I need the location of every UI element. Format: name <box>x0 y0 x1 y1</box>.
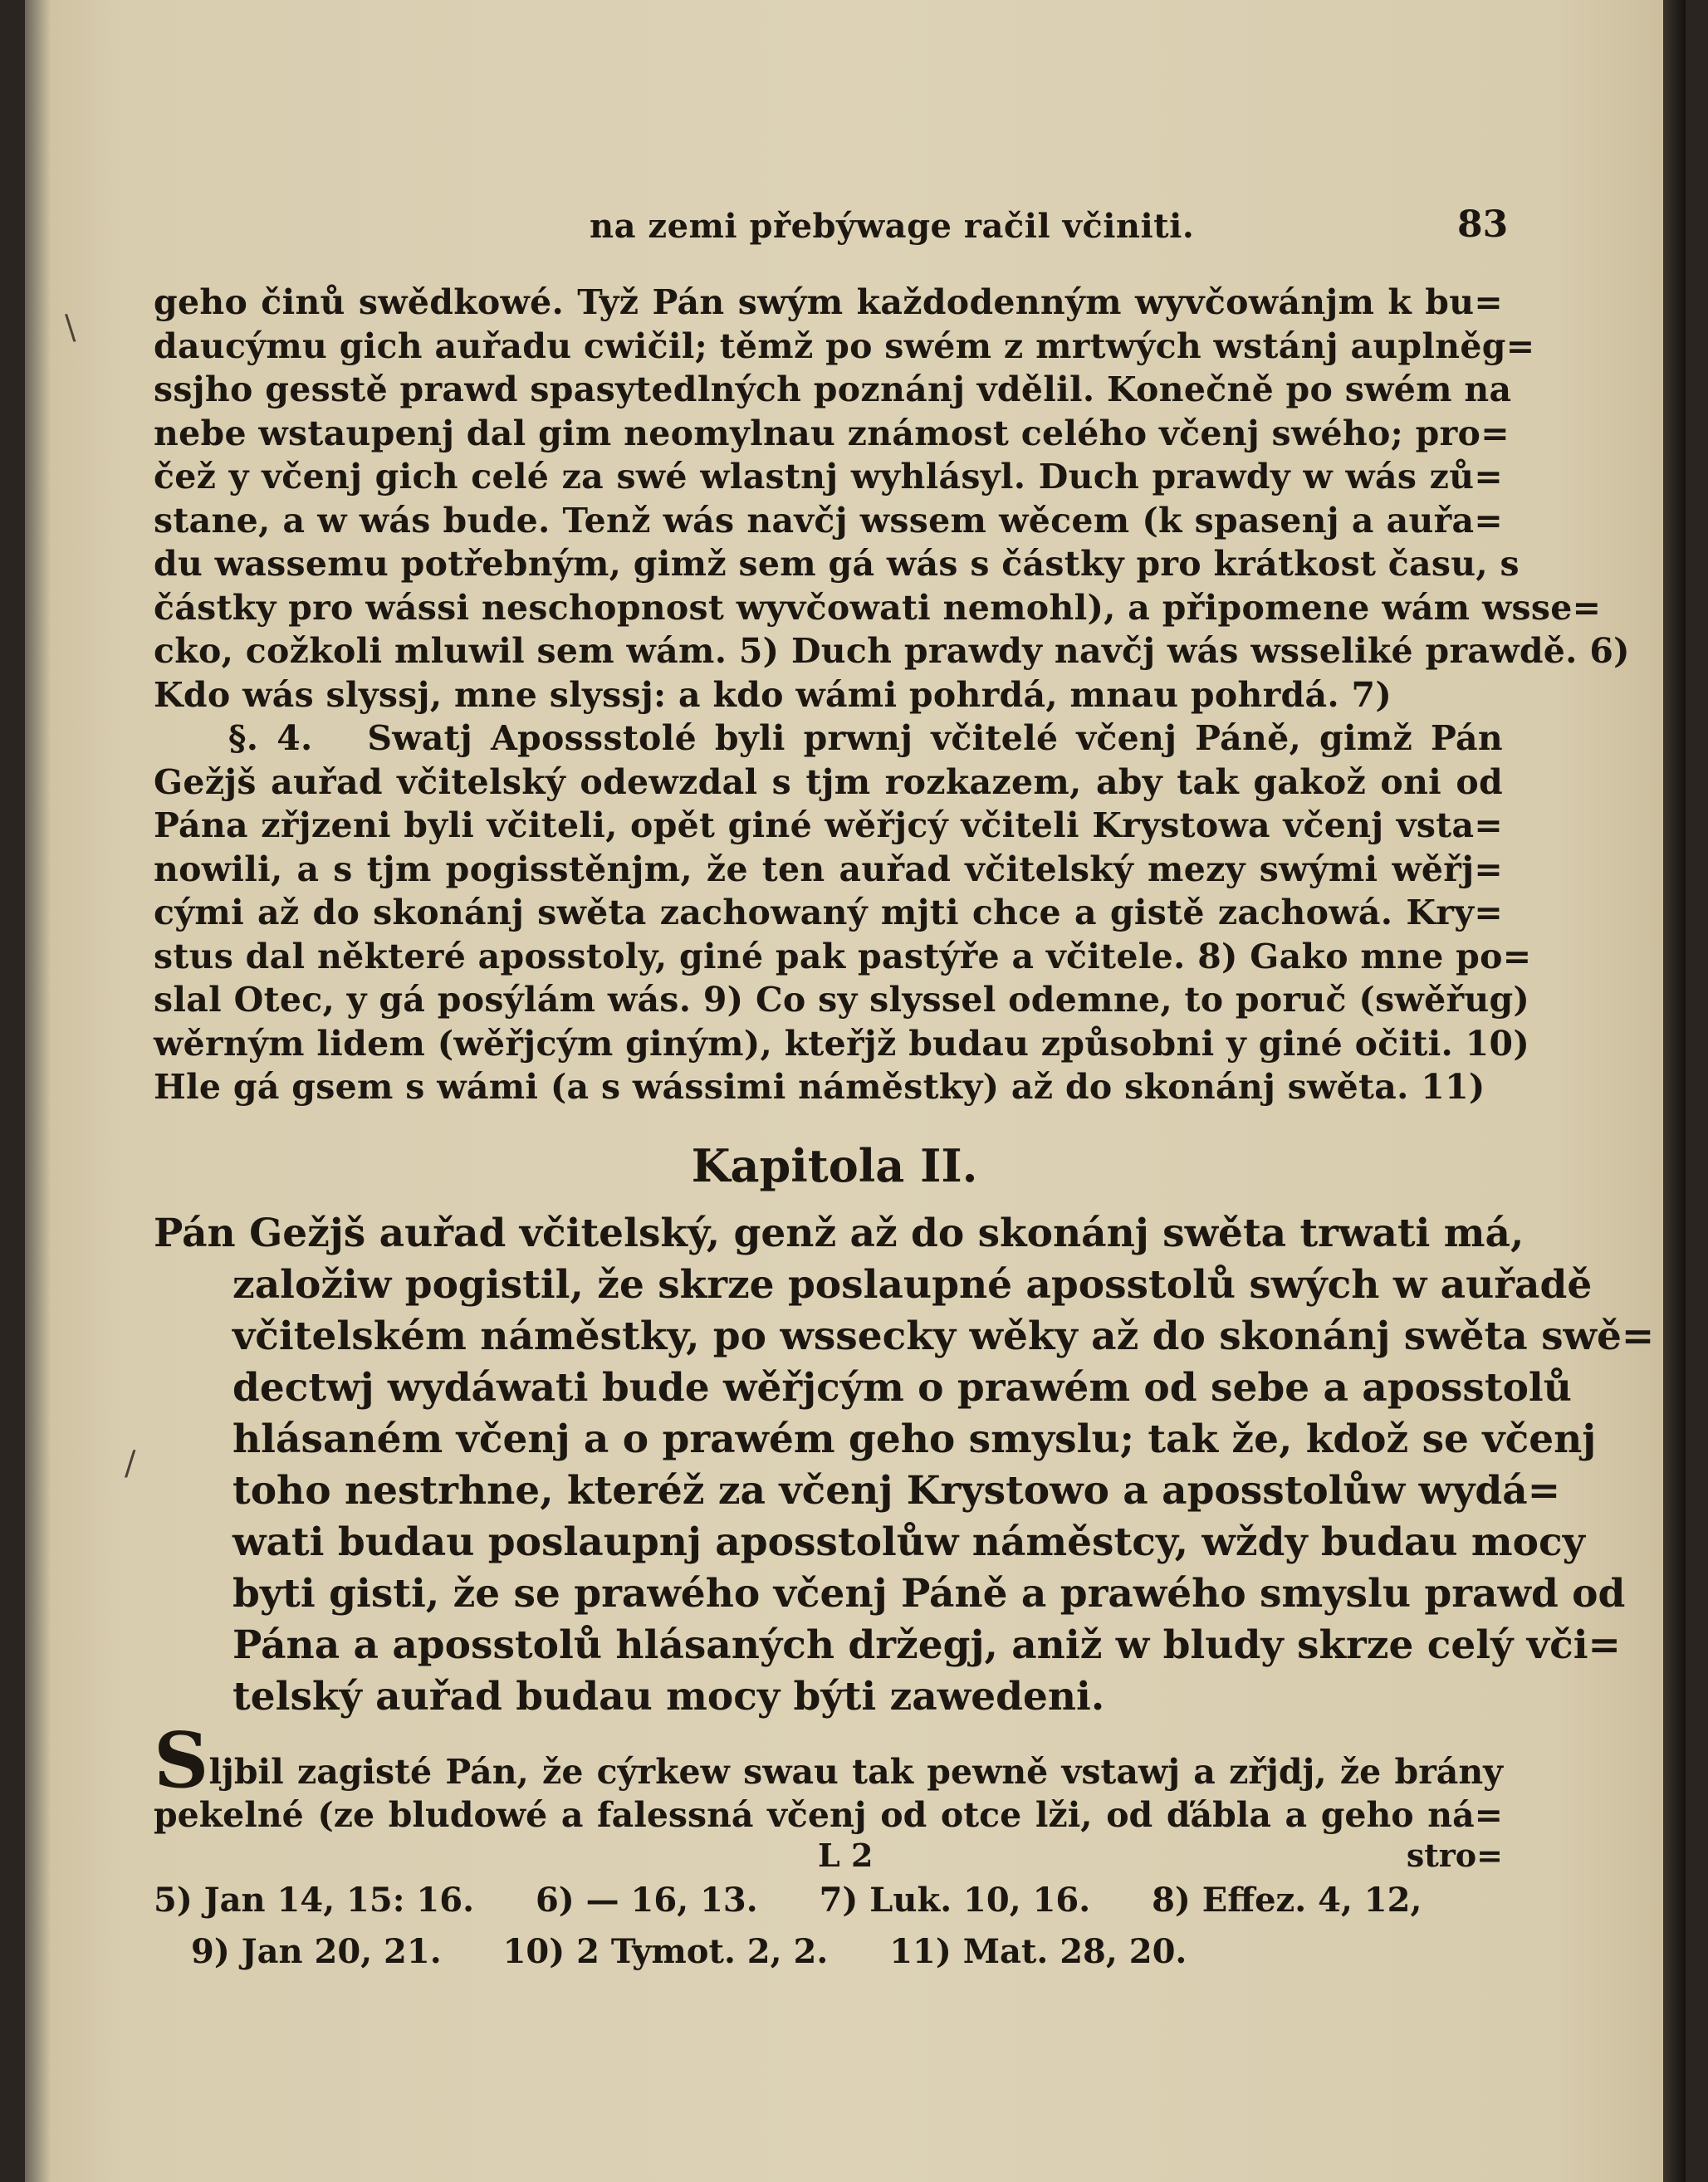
paragraph-2 <box>154 1715 1503 1837</box>
text-line: Kdo wás slyssj, mne slyssj: a kdo wámi pohrdá, mnau pohrdá. 7) <box>154 674 1392 715</box>
footnote: 9) Jan 20, 21. <box>191 1932 442 1971</box>
footnote: 7) Luk. 10, 16. <box>819 1881 1091 1920</box>
footnotes <box>154 1875 1503 1978</box>
summary-line: telský auřad budau mocy býti zawedeni. <box>232 1674 1105 1720</box>
catchword: stro= <box>1406 1837 1503 1874</box>
text-line: ljbil zagisté Pán, že cýrkew swau tak pewně vstawj a zřjdj, že brány <box>208 1752 1503 1792</box>
summary-line: Pán Gežjš auřad včitelský, genž až do skonánj swěta trwati má, <box>154 1211 1524 1256</box>
footnote: 6) — 16, 13. <box>535 1881 758 1920</box>
summary-line: wati budau poslaupnj aposstolůw náměstcy, wždy budau mocy <box>232 1519 1585 1565</box>
footnote-line <box>154 1926 1503 1978</box>
running-title: na zemi přebýwage račil včiniti. <box>590 207 1195 246</box>
text-line: částky pro wássi neschopnost wyvčowati nemohl), a připomene wám wsse= <box>154 587 1602 628</box>
page-header <box>154 203 1515 253</box>
text-line: stus dal některé aposstoly, giné pak pastýře a včitele. 8) Gako mne po= <box>154 936 1532 976</box>
text-line: cými až do skonánj swěta zachowaný mjti chce a gistě zachowá. Kry= <box>154 893 1503 932</box>
summary-line: dectwj wydáwati bude wěřjcým o prawém od sebe a aposstolů <box>232 1365 1572 1411</box>
text-line: cko, cožkoli mluwil sem wám. 5) Duch prawdy navčj wás wsseliké prawdě. 6) <box>154 631 1630 671</box>
signature-mark: L 2 <box>818 1837 874 1874</box>
summary-line: Pána a aposstolů hlásaných držegj, aniž w bludy skrze celý vči= <box>232 1622 1621 1668</box>
section-label: §. 4. <box>228 718 313 758</box>
footnote: 10) 2 Tymot. 2, 2. <box>502 1932 829 1971</box>
signature-row <box>154 1837 1503 1878</box>
text-line: Swatj Apossstolé byli prwnj včitelé včenj Páně, gimž Pán <box>367 718 1504 758</box>
text-line: Gežjš auřad včitelský odewzdal s tjm rozkazem, aby tak gakož oni od <box>154 761 1503 802</box>
text-line: geho činů swědkowé. Tyž Pán swým každodenným wyvčowánjm k bu= <box>154 282 1503 322</box>
text-line: daucýmu gich auřadu cwičil; těmž po swém z mrtwých wstánj auplněg= <box>154 325 1535 366</box>
chapter-title: Kapitola II. <box>691 1139 978 1192</box>
footnote: 8) Effez. 4, 12, <box>1152 1881 1422 1920</box>
text-line: wěrným lidem (wěřjcým giným), kteřjž budau způsobni y giné očiti. 10) <box>154 1023 1530 1064</box>
footnote-line <box>154 1875 1503 1926</box>
page-number: 83 <box>1457 203 1509 246</box>
drop-cap: S <box>154 1715 209 1805</box>
summary-line: toho nestrhne, kteréž za včenj Krystowo a aposstolůw wydá= <box>232 1468 1561 1514</box>
section-first-line <box>154 717 1503 761</box>
footnote: 11) Mat. 28, 20. <box>889 1932 1187 1971</box>
text-line: nebe wstaupenj dal gim neomylnau známost celého včenj swého; pro= <box>154 413 1510 453</box>
summary-line: včitelském náměstky, po wssecky wěky až do skonánj swěta swě= <box>232 1314 1655 1359</box>
summary-line: byti gisti, že se prawého včenj Páně a prawého smyslu prawd od <box>232 1571 1626 1617</box>
book-page <box>25 0 1686 2182</box>
text-line: du wassemu potřebným, gimž sem gá wás s částky pro krátkost času, s <box>154 544 1520 584</box>
text-line: Hle gá gsem s wámi (a s wássimi náměstky) až do skonánj swěta. 11) <box>154 1067 1485 1107</box>
summary-line: hlásaném včenj a o prawém geho smyslu; tak že, kdož se včenj <box>232 1416 1597 1462</box>
paragraph-first-line <box>154 1715 1503 1805</box>
summary-line: založiw pogistil, že skrze poslaupné aposstolů swých w auřadě <box>232 1262 1593 1308</box>
text-line: čež y včenj gich celé za swé wlastnj wyhlásyl. Duch prawdy w wás zů= <box>154 457 1503 497</box>
book-spine-shadow <box>25 0 50 2182</box>
text-line: pekelné (ze bludowé a falessná včenj od otce lži, od ďábla a geho ná= <box>154 1795 1503 1835</box>
margin-mark: \ <box>65 309 76 347</box>
margin-mark: / <box>125 1445 136 1483</box>
text-line: slal Otec, y gá posýlám wás. 9) Co sy slyssel odemne, to poruč (swěřug) <box>154 980 1530 1020</box>
text-line: Pána zřjzeni byli včiteli, opět giné wěřjcý včiteli Krystowa včenj vsta= <box>154 805 1503 845</box>
footnote: 5) Jan 14, 15: 16. <box>154 1881 474 1920</box>
chapter-summary <box>154 1208 1655 1723</box>
text-line: stane, a w wás bude. Tenž wás navčj wssem wěcem (k spasenj a auřa= <box>154 500 1503 541</box>
text-line: ssjho gesstě prawd spasytedlných poznánj vdělil. Konečně po swém na <box>154 369 1512 409</box>
page-edge-shadow <box>1663 0 1686 2182</box>
paragraph-1 <box>154 281 1630 1109</box>
text-line: nowili, a s tjm pogisstěnjm, že ten auřad včitelský mezy swými wěřj= <box>154 849 1503 889</box>
